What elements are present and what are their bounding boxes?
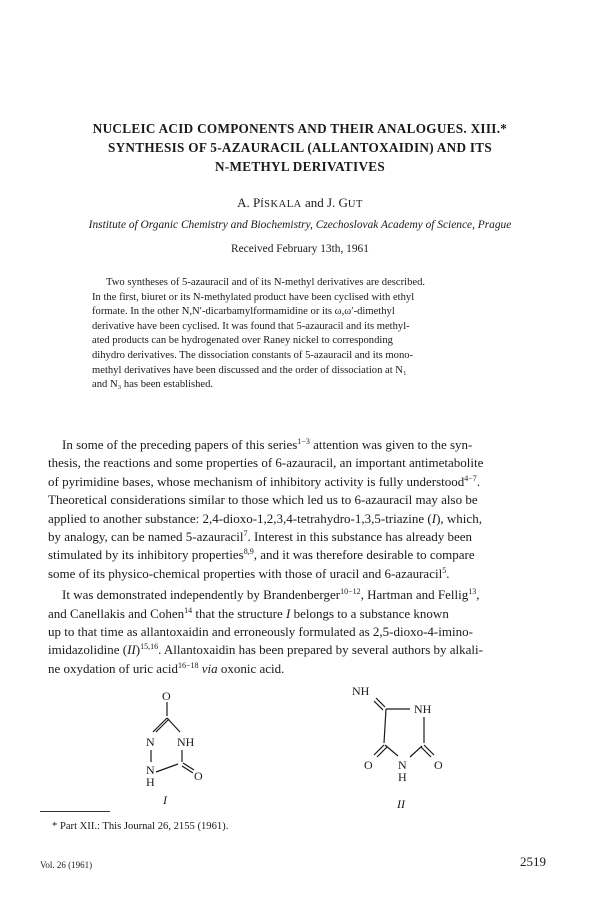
bond (156, 764, 178, 772)
atom-label: N (146, 763, 155, 777)
citation-ref: 7 (243, 529, 248, 539)
abstract-line: ated products can be hydrogenated over Raney nickel to corresponding (92, 335, 393, 347)
atom-label: N (398, 758, 407, 772)
bond (182, 766, 193, 773)
body-line: stimulated by its inhibitory properties$^{8,9}$, and it was therefore desirable to compare (48, 547, 475, 563)
author-1-initial: A. P (237, 195, 261, 210)
bond (377, 747, 387, 757)
abstract-line: methyl derivatives have been discussed and the order of dissociation at N₁ (92, 364, 407, 376)
body-text (48, 436, 558, 678)
citation-ref: 4−7 (464, 473, 477, 483)
abstract-line: derivative have been cyclised. It was found that 5-azauracil and its methyl- (92, 320, 410, 332)
footnote-rule (40, 811, 110, 812)
article-title (40, 119, 560, 176)
affiliation: Institute of Organic Chemistry and Biochemistry, Czechoslovak Academy of Science, Prague (88, 219, 512, 231)
abstract (92, 276, 532, 393)
atom-label: O (434, 758, 443, 772)
body-line: It was demonstrated independently by Brandenberger$^{10-12}$, Hartman and Fellig$^{13}$, (62, 587, 480, 603)
atom-label: NH (414, 702, 432, 716)
body-line: In some of the preceding papers of this series$^{1-3}$ attention was given to the syn- (62, 437, 473, 452)
citation-ref: 5 (442, 565, 447, 575)
structure-i-drawing (120, 688, 230, 788)
abstract-line: dihydro derivatives. The dissociation constants of 5-azauracil and its mono- (92, 349, 414, 361)
body-line: some of its physico-chemical properties with those of uracil and 6-azauracil$^5$. (48, 565, 450, 581)
atom-label: N (146, 735, 155, 749)
citation-ref: 16−18 (177, 660, 199, 670)
bond (376, 698, 385, 707)
bond (424, 745, 434, 755)
structure-ii-label: II (397, 797, 405, 811)
body-line: imidazolidine (II)$^{15,16}$. Allantoxaidin has been prepared by several authors by alkali- (48, 642, 483, 658)
structure-i (120, 688, 230, 788)
author-1-surname: ÍSKALA (260, 199, 302, 210)
body-line: Theoretical considerations similar to those which led us to 6-azauracil may also be (48, 492, 478, 508)
author-2-initial: J. G (326, 195, 348, 210)
bond (374, 701, 383, 710)
bond (385, 745, 398, 756)
body-line: thesis, the reactions and some properties of 6-azauracil, an important antimetabolite (48, 455, 484, 471)
citation-ref: 13 (468, 587, 477, 597)
body-line: by analogy, can be named 5-azauracil$^7$. Interest in this substance has already been (48, 529, 473, 545)
citation-ref: 14 (184, 605, 193, 615)
received-date: Received February 13th, 1961 (231, 243, 369, 255)
citation-ref: 8,9 (243, 547, 254, 557)
title-line-1: NUCLEIC ACID COMPONENTS AND THEIR ANALOGUES. XIII.* (92, 121, 508, 136)
atom-label: H (398, 770, 407, 784)
abstract-line: and N₃ has been established. (92, 379, 214, 391)
footnote: * Part XII.: This Journal 26, 2155 (1961). (52, 821, 229, 832)
bond (374, 745, 384, 755)
bond (421, 747, 431, 757)
page-number: 2519 (520, 854, 546, 869)
body-line: applied to another substance: 2,4-dioxo-1,2,3,4-tetrahydro-1,3,5-triazine (I), which, (48, 510, 482, 526)
atom-label: O (364, 758, 373, 772)
bond (183, 763, 194, 770)
atom-label: NH (177, 735, 195, 749)
bond (167, 718, 180, 732)
atom-label: H (146, 775, 155, 789)
structure-ii (352, 683, 462, 783)
journal-volume: Vol. 26 (1961) (40, 860, 93, 870)
abstract-line: Two syntheses of 5-azauracil and of its N-methyl derivatives are described. (106, 277, 426, 288)
title-line-2: SYNTHESIS OF 5-AZAURACIL (ALLANTOXAIDIN) AND ITS (107, 140, 493, 155)
body-line: of pyrimidine bases, whose mechanism of inhibitory activity is fully understood$^{4-7}$. (48, 473, 481, 489)
bond (384, 709, 386, 743)
atom-label: NH (352, 684, 370, 698)
title-line-3: N-METHYL DERIVATIVES (214, 159, 386, 174)
atom-label: O (194, 769, 203, 783)
author-2-surname: UT (347, 199, 363, 210)
citation-ref: 1−3 (297, 437, 310, 446)
body-line: up to that time as allantoxaidin and erroneously formulated as 2,5-dioxo-4-imino- (48, 624, 473, 640)
bond (156, 719, 169, 732)
body-line: and Canellakis and Cohen$^{14}$ that the structure I belongs to a substance known (48, 605, 449, 621)
atom-label: O (162, 689, 171, 703)
abstract-line: formate. In the other N,N′-dicarbamylformamidine or its ω,ω′-dimethyl (92, 306, 395, 318)
bond (153, 718, 167, 732)
bond (410, 746, 422, 757)
citation-ref: 10−12 (340, 587, 361, 597)
authors-conjunction: and (301, 195, 327, 210)
abstract-line: In the first, biuret or its N-methylated product have been cyclised with ethyl (92, 291, 415, 303)
body-line: ne oxydation of uric acid$^{16-18}$ via oxonic acid. (48, 660, 285, 676)
authors (0, 195, 600, 211)
structure-ii-drawing (352, 683, 462, 783)
structure-i-label: I (163, 793, 167, 807)
citation-ref: 15,16 (140, 642, 159, 652)
